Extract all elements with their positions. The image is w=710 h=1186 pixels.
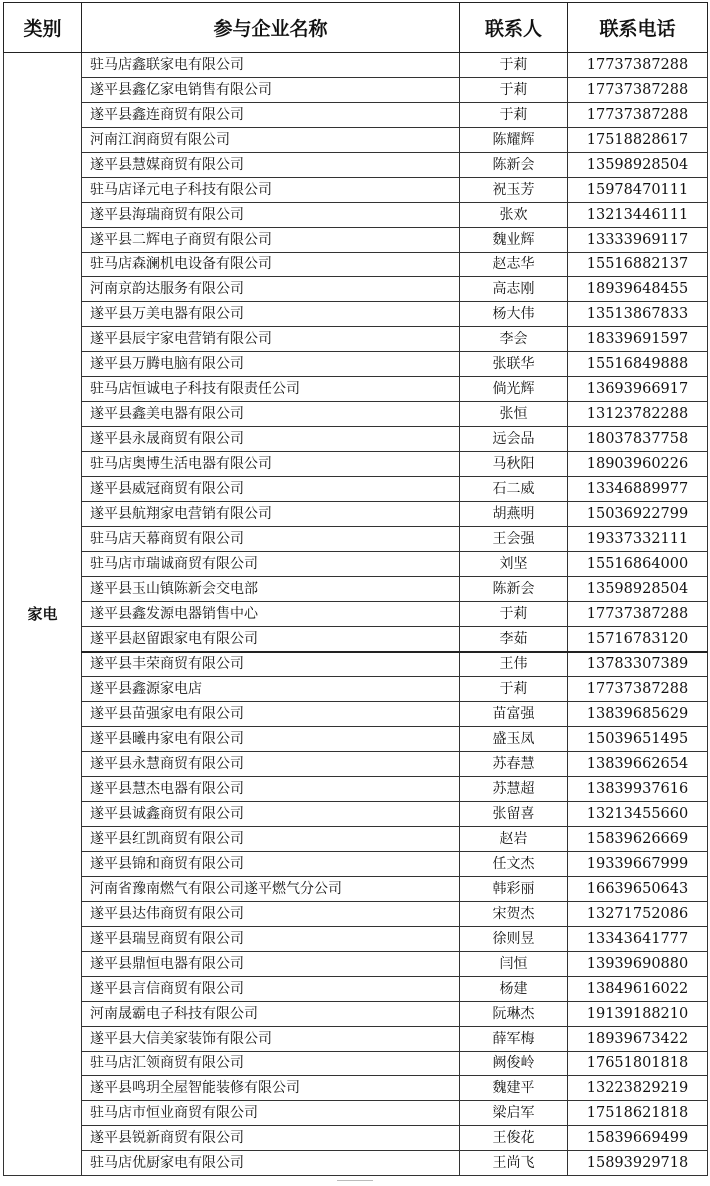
contact-person-cell: 陈新会 [460, 152, 568, 177]
header-phone: 联系电话 [568, 3, 708, 53]
company-name-cell: 遂平县玉山镇陈新会交电部 [82, 576, 460, 601]
table-row [4, 652, 708, 677]
company-name-cell: 遂平县赵留跟家电有限公司 [82, 626, 460, 651]
phone-number-cell: 13223829219 [568, 1076, 708, 1101]
contact-person-cell: 刘坚 [460, 551, 568, 576]
contact-person-cell: 梁启军 [460, 1101, 568, 1126]
enterprise-table [3, 2, 708, 1176]
company-name-cell: 遂平县达伟商贸有限公司 [82, 901, 460, 926]
contact-sheet [3, 2, 707, 1176]
phone-number-cell: 13783307389 [568, 652, 708, 677]
company-name-cell: 遂平县锦和商贸有限公司 [82, 852, 460, 877]
phone-number-cell: 17737387288 [568, 677, 708, 702]
phone-number-cell: 13598928504 [568, 152, 708, 177]
company-name-cell: 遂平县鑫源家电店 [82, 677, 460, 702]
table-row [4, 1001, 708, 1026]
contact-person-cell: 倘光辉 [460, 377, 568, 402]
company-name-cell: 遂平县言信商贸有限公司 [82, 976, 460, 1001]
phone-number-cell: 15516849888 [568, 352, 708, 377]
table-row [4, 926, 708, 951]
contact-person-cell: 张留喜 [460, 802, 568, 827]
contact-person-cell: 苏慧超 [460, 777, 568, 802]
company-name-cell: 遂平县鑫发源电器销售中心 [82, 601, 460, 626]
phone-number-cell: 13213455660 [568, 802, 708, 827]
company-name-cell: 驻马店奥博生活电器有限公司 [82, 452, 460, 477]
contact-person-cell: 陈耀辉 [460, 127, 568, 152]
contact-person-cell: 赵岩 [460, 827, 568, 852]
contact-person-cell: 韩彩丽 [460, 876, 568, 901]
contact-person-cell: 远会品 [460, 427, 568, 452]
contact-person-cell: 宋贺杰 [460, 901, 568, 926]
phone-number-cell: 17518621818 [568, 1101, 708, 1126]
phone-number-cell: 19337332111 [568, 526, 708, 551]
phone-number-cell: 13839662654 [568, 752, 708, 777]
table-body [4, 53, 708, 1176]
table-row [4, 752, 708, 777]
contact-person-cell: 于莉 [460, 53, 568, 78]
contact-person-cell: 苏春慧 [460, 752, 568, 777]
table-row [4, 452, 708, 477]
header-company: 参与企业名称 [82, 3, 460, 53]
table-row [4, 202, 708, 227]
phone-number-cell: 17518828617 [568, 127, 708, 152]
contact-person-cell: 张联华 [460, 352, 568, 377]
company-name-cell: 驻马店优厨家电有限公司 [82, 1151, 460, 1176]
company-name-cell: 驻马店市恒业商贸有限公司 [82, 1101, 460, 1126]
company-name-cell: 遂平县威冠商贸有限公司 [82, 476, 460, 501]
company-name-cell: 遂平县海瑞商贸有限公司 [82, 202, 460, 227]
contact-person-cell: 徐则昱 [460, 926, 568, 951]
phone-number-cell: 18339691597 [568, 327, 708, 352]
company-name-cell: 遂平县二辉电子商贸有限公司 [82, 227, 460, 252]
phone-number-cell: 13343641777 [568, 926, 708, 951]
contact-person-cell: 石二威 [460, 476, 568, 501]
table-row [4, 277, 708, 302]
company-name-cell: 遂平县慧杰电器有限公司 [82, 777, 460, 802]
table-row [4, 601, 708, 626]
table-row [4, 501, 708, 526]
contact-person-cell: 闫恒 [460, 951, 568, 976]
company-name-cell: 遂平县红凯商贸有限公司 [82, 827, 460, 852]
table-row [4, 677, 708, 702]
phone-number-cell: 18903960226 [568, 452, 708, 477]
company-name-cell: 遂平县苗强家电有限公司 [82, 702, 460, 727]
table-row [4, 427, 708, 452]
company-name-cell: 遂平县曦冉家电有限公司 [82, 727, 460, 752]
phone-number-cell: 13271752086 [568, 901, 708, 926]
phone-number-cell: 17737387288 [568, 77, 708, 102]
contact-person-cell: 于莉 [460, 601, 568, 626]
phone-number-cell: 15516864000 [568, 551, 708, 576]
contact-person-cell: 阮琳杰 [460, 1001, 568, 1026]
table-row [4, 476, 708, 501]
phone-number-cell: 17651801818 [568, 1051, 708, 1076]
phone-number-cell: 15978470111 [568, 177, 708, 202]
category-cell: 家电 [4, 53, 82, 1176]
phone-number-cell: 13346889977 [568, 476, 708, 501]
table-row [4, 152, 708, 177]
phone-number-cell: 18037837758 [568, 427, 708, 452]
company-name-cell: 遂平县诚鑫商贸有限公司 [82, 802, 460, 827]
company-name-cell: 河南京韵达服务有限公司 [82, 277, 460, 302]
company-name-cell: 驻马店鑫联家电有限公司 [82, 53, 460, 78]
company-name-cell: 驻马店恒诚电子科技有限责任公司 [82, 377, 460, 402]
phone-number-cell: 16639650643 [568, 876, 708, 901]
contact-person-cell: 于莉 [460, 677, 568, 702]
contact-person-cell: 苗富强 [460, 702, 568, 727]
company-name-cell: 遂平县永慧商贸有限公司 [82, 752, 460, 777]
table-row [4, 576, 708, 601]
contact-person-cell: 王伟 [460, 652, 568, 677]
contact-person-cell: 赵志华 [460, 252, 568, 277]
phone-number-cell: 13598928504 [568, 576, 708, 601]
company-name-cell: 驻马店森澜机电设备有限公司 [82, 252, 460, 277]
company-name-cell: 河南省豫南燃气有限公司遂平燃气分公司 [82, 876, 460, 901]
table-row [4, 702, 708, 727]
company-name-cell: 遂平县永晟商贸有限公司 [82, 427, 460, 452]
phone-number-cell: 13213446111 [568, 202, 708, 227]
company-name-cell: 遂平县万美电器有限公司 [82, 302, 460, 327]
table-row [4, 227, 708, 252]
phone-number-cell: 17737387288 [568, 53, 708, 78]
table-row [4, 77, 708, 102]
table-row [4, 352, 708, 377]
company-name-cell: 驻马店译元电子科技有限公司 [82, 177, 460, 202]
phone-number-cell: 19339667999 [568, 852, 708, 877]
table-row [4, 402, 708, 427]
table-row [4, 1051, 708, 1076]
table-row [4, 1151, 708, 1176]
table-row [4, 876, 708, 901]
phone-number-cell: 13849616022 [568, 976, 708, 1001]
table-row [4, 526, 708, 551]
contact-person-cell: 于莉 [460, 102, 568, 127]
table-row [4, 1126, 708, 1151]
phone-number-cell: 15036922799 [568, 501, 708, 526]
company-name-cell: 河南晟霸电子科技有限公司 [82, 1001, 460, 1026]
contact-person-cell: 于莉 [460, 77, 568, 102]
contact-person-cell: 陈新会 [460, 576, 568, 601]
phone-number-cell: 13939690880 [568, 951, 708, 976]
table-row [4, 127, 708, 152]
phone-number-cell: 13333969117 [568, 227, 708, 252]
company-name-cell: 遂平县瑞昱商贸有限公司 [82, 926, 460, 951]
contact-person-cell: 李茹 [460, 626, 568, 651]
company-name-cell: 驻马店市瑞诚商贸有限公司 [82, 551, 460, 576]
contact-person-cell: 薛军梅 [460, 1026, 568, 1051]
company-name-cell: 遂平县辰宇家电营销有限公司 [82, 327, 460, 352]
company-name-cell: 遂平县鸣玥全屋智能装修有限公司 [82, 1076, 460, 1101]
contact-person-cell: 王尚飞 [460, 1151, 568, 1176]
contact-person-cell: 王会强 [460, 526, 568, 551]
phone-number-cell: 13839685629 [568, 702, 708, 727]
company-name-cell: 遂平县锐新商贸有限公司 [82, 1126, 460, 1151]
company-name-cell: 遂平县万腾电脑有限公司 [82, 352, 460, 377]
company-name-cell: 遂平县鼎恒电器有限公司 [82, 951, 460, 976]
phone-number-cell: 15039651495 [568, 727, 708, 752]
contact-person-cell: 李会 [460, 327, 568, 352]
contact-person-cell: 杨建 [460, 976, 568, 1001]
table-row [4, 727, 708, 752]
header-category: 类别 [4, 3, 82, 53]
table-row [4, 377, 708, 402]
table-row [4, 1026, 708, 1051]
phone-number-cell: 13513867833 [568, 302, 708, 327]
table-row [4, 1076, 708, 1101]
company-name-cell: 遂平县鑫美电器有限公司 [82, 402, 460, 427]
phone-number-cell: 15716783120 [568, 626, 708, 651]
contact-person-cell: 张欢 [460, 202, 568, 227]
table-row [4, 852, 708, 877]
company-name-cell: 遂平县鑫亿家电销售有限公司 [82, 77, 460, 102]
table-row [4, 976, 708, 1001]
table-row [4, 327, 708, 352]
phone-number-cell: 18939673422 [568, 1026, 708, 1051]
contact-person-cell: 任文杰 [460, 852, 568, 877]
table-row [4, 551, 708, 576]
contact-person-cell: 马秋阳 [460, 452, 568, 477]
table-row [4, 53, 708, 78]
table-row [4, 177, 708, 202]
header-contact: 联系人 [460, 3, 568, 53]
contact-person-cell: 王俊花 [460, 1126, 568, 1151]
contact-person-cell: 胡燕明 [460, 501, 568, 526]
phone-number-cell: 15839669499 [568, 1126, 708, 1151]
table-row [4, 302, 708, 327]
phone-number-cell: 15893929718 [568, 1151, 708, 1176]
phone-number-cell: 18939648455 [568, 277, 708, 302]
table-row [4, 626, 708, 651]
contact-person-cell: 高志刚 [460, 277, 568, 302]
company-name-cell: 驻马店天幕商贸有限公司 [82, 526, 460, 551]
table-header-row [4, 3, 708, 53]
phone-number-cell: 13123782288 [568, 402, 708, 427]
table-row [4, 901, 708, 926]
company-name-cell: 遂平县慧媒商贸有限公司 [82, 152, 460, 177]
table-row [4, 827, 708, 852]
table-row [4, 777, 708, 802]
contact-person-cell: 魏业辉 [460, 227, 568, 252]
company-name-cell: 驻马店汇领商贸有限公司 [82, 1051, 460, 1076]
contact-person-cell: 杨大伟 [460, 302, 568, 327]
contact-person-cell: 盛玉凤 [460, 727, 568, 752]
page-bottom-mark [337, 1180, 373, 1185]
phone-number-cell: 13839937616 [568, 777, 708, 802]
company-name-cell: 遂平县大信美家装饰有限公司 [82, 1026, 460, 1051]
table-row [4, 102, 708, 127]
contact-person-cell: 魏建平 [460, 1076, 568, 1101]
contact-person-cell: 张恒 [460, 402, 568, 427]
table-row [4, 1101, 708, 1126]
company-name-cell: 遂平县鑫连商贸有限公司 [82, 102, 460, 127]
phone-number-cell: 15516882137 [568, 252, 708, 277]
contact-person-cell: 阙俊岭 [460, 1051, 568, 1076]
company-name-cell: 遂平县丰荣商贸有限公司 [82, 652, 460, 677]
phone-number-cell: 15839626669 [568, 827, 708, 852]
phone-number-cell: 13693966917 [568, 377, 708, 402]
table-row [4, 802, 708, 827]
phone-number-cell: 17737387288 [568, 102, 708, 127]
table-row [4, 252, 708, 277]
contact-person-cell: 祝玉芳 [460, 177, 568, 202]
table-row [4, 951, 708, 976]
company-name-cell: 遂平县航翔家电营销有限公司 [82, 501, 460, 526]
phone-number-cell: 17737387288 [568, 601, 708, 626]
company-name-cell: 河南江润商贸有限公司 [82, 127, 460, 152]
phone-number-cell: 19139188210 [568, 1001, 708, 1026]
